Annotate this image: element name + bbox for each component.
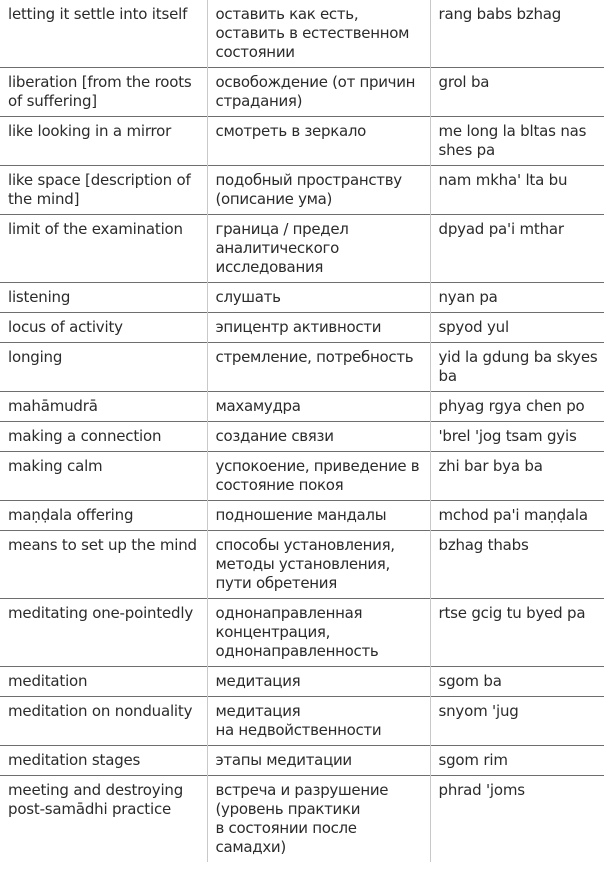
table-row bbox=[0, 68, 604, 117]
english-term: like space [description of the mind] bbox=[8, 171, 191, 208]
russian-term: оставить как есть, оставить в естественном состоянии bbox=[207, 0, 430, 68]
english-term: like looking in a mirror bbox=[8, 122, 172, 140]
tibetan-term: zhi bar bya ba bbox=[430, 452, 604, 501]
tibetan-term: me long la bltas nas shes pa bbox=[430, 117, 604, 166]
russian-term: граница / предел аналитического исследования bbox=[207, 215, 430, 283]
tibetan-term: mchod pa'i maṇḍala bbox=[430, 501, 604, 531]
russian-term: подношение мандалы bbox=[207, 501, 430, 531]
english-term: limit of the examination bbox=[8, 220, 183, 238]
table-row bbox=[0, 452, 604, 501]
english-term: making calm bbox=[8, 457, 103, 475]
table-row bbox=[0, 313, 604, 343]
russian-term: встреча и разрушение (уровень практики в состоянии после самадхи) bbox=[207, 776, 430, 863]
table-row bbox=[0, 166, 604, 215]
russian-term: подобный пространству (описание ума) bbox=[207, 166, 430, 215]
tibetan-term: nyan pa bbox=[430, 283, 604, 313]
english-term: letting it settle into itself bbox=[8, 5, 188, 23]
english-term: meditation stages bbox=[8, 751, 141, 769]
table-row bbox=[0, 667, 604, 697]
tibetan-term: grol ba bbox=[430, 68, 604, 117]
tibetan-term: sgom ba bbox=[430, 667, 604, 697]
tibetan-term: bzhag thabs bbox=[430, 531, 604, 599]
table-row bbox=[0, 215, 604, 283]
russian-term: махамудра bbox=[207, 392, 430, 422]
russian-term: медитация на недвойственности bbox=[207, 697, 430, 746]
english-term: making a connection bbox=[8, 427, 162, 445]
tibetan-term: phrad 'joms bbox=[430, 776, 604, 863]
table-row bbox=[0, 422, 604, 452]
english-term: liberation [from the roots of suffering] bbox=[8, 73, 192, 110]
english-term: listening bbox=[8, 288, 71, 306]
english-term: maṇḍala offering bbox=[8, 506, 134, 524]
english-term: meeting and destroying post-samādhi practice bbox=[8, 781, 184, 818]
tibetan-term: rang babs bzhag bbox=[430, 0, 604, 68]
table-row bbox=[0, 776, 604, 863]
table-row bbox=[0, 746, 604, 776]
russian-term: способы установления, методы установления, пути обретения bbox=[207, 531, 430, 599]
english-term: meditation on nonduality bbox=[8, 702, 193, 720]
tibetan-term: nam mkha' lta bu bbox=[430, 166, 604, 215]
russian-term: слушать bbox=[207, 283, 430, 313]
table-row bbox=[0, 501, 604, 531]
tibetan-term: dpyad pa'i mthar bbox=[430, 215, 604, 283]
table-row bbox=[0, 117, 604, 166]
russian-term: однонаправленная концентрация, однонаправленность bbox=[207, 599, 430, 667]
english-term: locus of activity bbox=[8, 318, 123, 336]
english-term: meditating one-pointedly bbox=[8, 604, 194, 622]
table-row bbox=[0, 392, 604, 422]
table-row bbox=[0, 0, 604, 68]
tibetan-term: yid la gdung ba skyes ba bbox=[430, 343, 604, 392]
tibetan-term: sgom rim bbox=[430, 746, 604, 776]
english-term: longing bbox=[8, 348, 63, 366]
english-term: mahāmudrā bbox=[8, 397, 98, 415]
table-row bbox=[0, 697, 604, 746]
russian-term: смотреть в зеркало bbox=[207, 117, 430, 166]
tibetan-term: phyag rgya chen po bbox=[430, 392, 604, 422]
russian-term: этапы медитации bbox=[207, 746, 430, 776]
tibetan-term: rtse gcig tu byed pa bbox=[430, 599, 604, 667]
tibetan-term: snyom 'jug bbox=[430, 697, 604, 746]
table-row bbox=[0, 531, 604, 599]
table-row bbox=[0, 283, 604, 313]
table-row bbox=[0, 343, 604, 392]
tibetan-term: 'brel 'jog tsam gyis bbox=[430, 422, 604, 452]
english-term: meditation bbox=[8, 672, 88, 690]
russian-term: успокоение, приведение в состояние покоя bbox=[207, 452, 430, 501]
russian-term: стремление, потребность bbox=[207, 343, 430, 392]
russian-term: освобождение (от причин страдания) bbox=[207, 68, 430, 117]
russian-term: медитация bbox=[207, 667, 430, 697]
tibetan-term: spyod yul bbox=[430, 313, 604, 343]
table-row bbox=[0, 599, 604, 667]
english-term: means to set up the mind bbox=[8, 536, 197, 554]
russian-term: создание связи bbox=[207, 422, 430, 452]
russian-term: эпицентр активности bbox=[207, 313, 430, 343]
